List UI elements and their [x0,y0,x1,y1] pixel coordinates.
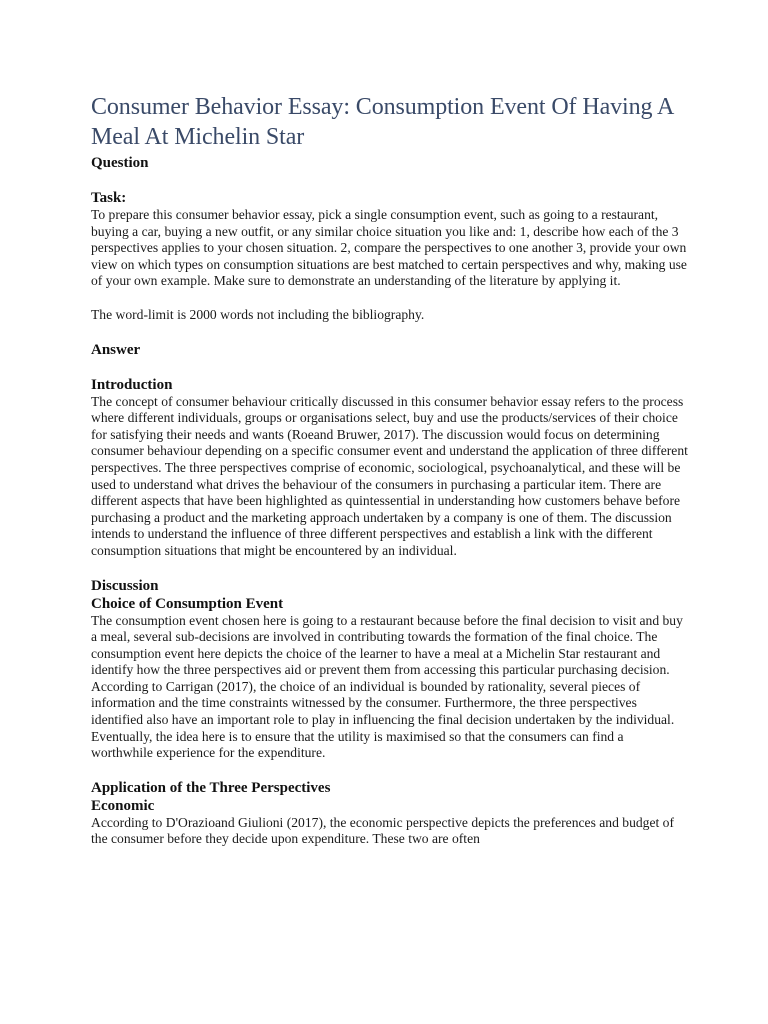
spacer [91,560,688,577]
question-heading: Question [91,155,149,171]
spacer [91,324,688,341]
discussion-heading: Discussion [91,577,159,594]
economic-paragraph: According to D'Orazioand Giulioni (2017), the economic perspective depicts the preferences and budget of the consumer before they decide upon expenditure. These two are often [91,814,674,847]
introduction-paragraph: The concept of consumer behaviour critically discussed in this consumer behavior essay refers to the process where different individuals, groups or organisations select, buy and use the products/services of their choice for satisfying their needs and wants (Roeand Bruwer, 2017). The discussion would focus on determining consumer behaviour depending on a specific consumer event and understand the application of three different perspectives. The three perspectives comprise of economic, sociological, psychoanalytical, and these will be used to understand what drives the behaviour of the consumers in purchasing a particular item. There are different aspects that have been highlighted as quintessential in understanding how customers behave before purchasing a product and the marketing approach undertaken by a company is one of them. The discussion intends to understand the influence of three different perspectives and establish a link with the different consumption situations that might be encountered by an individual. [91,393,688,558]
choice-heading: Choice of Consumption Event [91,595,284,612]
spacer [91,359,688,376]
task-paragraph: To prepare this consumer behavior essay, pick a single consumption event, such as going to a restaurant, buying a car, buying a new outfit, or any similar choice situation you like and: 1, describe how each of the 3 perspectives applies to your chosen situation. 2, compare the perspectives to one another 3, provide your own view on which types on consumption situations are best matched to certain perspectives and why, making use of your own example. Make sure to demonstrate an understanding of the literature by applying it. [91,207,687,289]
answer-heading: Answer [91,341,141,358]
word-limit-paragraph: The word-limit is 2000 words not including the bibliography. [91,306,425,322]
economic-heading: Economic [91,797,155,814]
spacer [91,172,688,189]
spacer [91,762,688,779]
document-title: Consumer Behavior Essay: Consumption Event Of Having A Meal At Michelin Star [91,94,673,150]
task-heading: Task: [91,190,127,206]
application-heading: Application of the Three Perspectives [91,779,331,796]
choice-paragraph: The consumption event chosen here is going to a restaurant because before the final decision to visit and buy a meal, several sub-decisions are involved in contributing towards the formation of the final choice. The consumption event here depicts the choice of the learner to have a meal at a Michelin Star restaurant and identify how the three perspectives aid or prevent them from accessing this particular purchasing decision. According to Carrigan (2017), the choice of an individual is bounded by rationality, several pieces of information and the time constraints witnessed by the consumer. Furthermore, the three perspectives identified also have an important role to play in influencing the final decision undertaken by the individual. Eventually, the idea here is to ensure that the utility is maximised so that the consumers can find a worthwhile experience for the expenditure. [91,612,683,761]
spacer [91,290,688,307]
introduction-heading: Introduction [91,376,173,393]
